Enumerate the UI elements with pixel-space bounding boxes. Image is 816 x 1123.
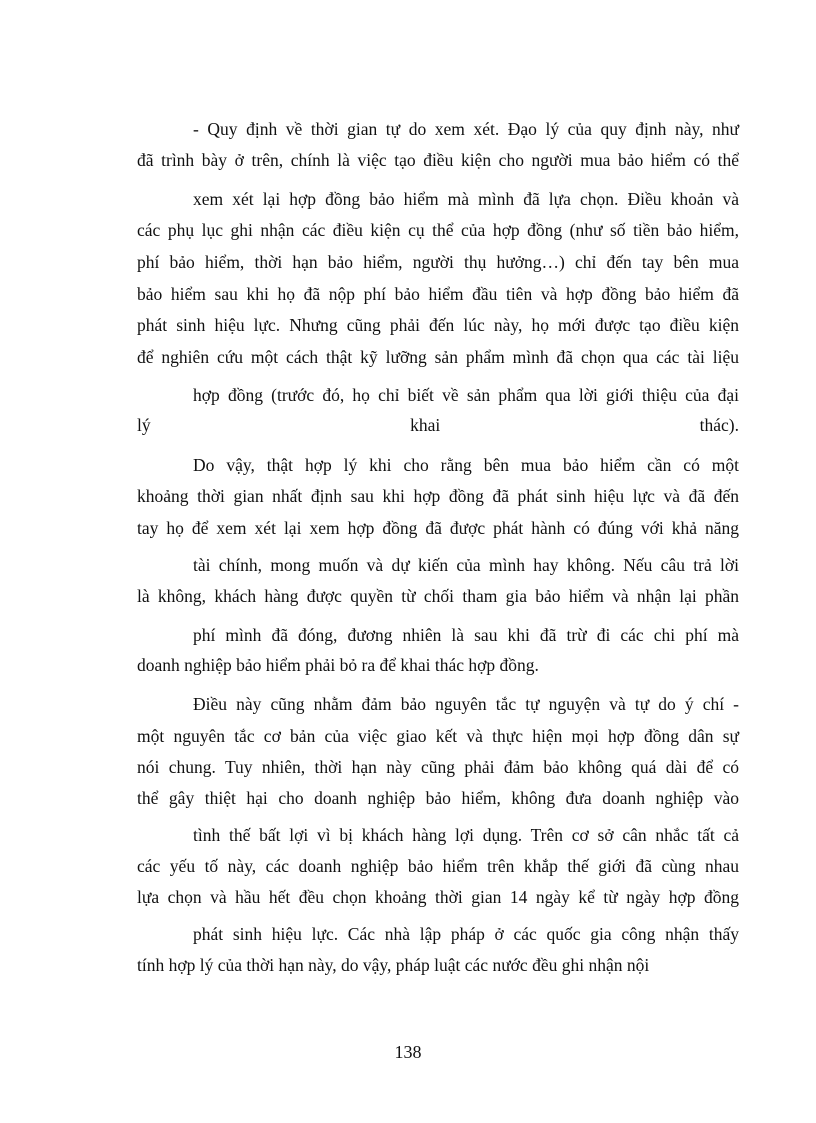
text-line: các yếu tố này, các doanh nghiệp bảo hiểm trên khắp thế giới đã cùng nhau <box>137 856 739 876</box>
text-line: doanh nghiệp bảo hiểm phải bỏ ra để khai thác hợp đồng. <box>137 655 539 675</box>
text-line: bảo hiểm sau khi họ đã nộp phí bảo hiểm đầu tiên và hợp đồng bảo hiểm đã <box>137 284 739 304</box>
text-line: tình thế bất lợi vì bị khách hàng lợi dụng. Trên cơ sở cân nhắc tất cả <box>193 825 739 845</box>
text-line: thể gây thiệt hại cho doanh nghiệp bảo hiểm, không đưa doanh nghiệp vào <box>137 788 739 808</box>
text-line: đã trình bày ở trên, chính là việc tạo điều kiện cho người mua bảo hiểm có thể <box>137 150 739 170</box>
text-line: xem xét lại hợp đồng bảo hiểm mà mình đã lựa chọn. Điều khoản và <box>193 189 739 209</box>
text-line: phí mình đã đóng, đương nhiên là sau khi đã trừ đi các chi phí mà <box>193 625 739 645</box>
text-line: - Quy định về thời gian tự do xem xét. Đạo lý của quy định này, như <box>193 119 739 139</box>
text-line: hợp đồng (trước đó, họ chỉ biết về sản phẩm qua lời giới thiệu của đại <box>193 385 739 405</box>
text-line: Do vậy, thật hợp lý khi cho rằng bên mua bảo hiểm cần có một <box>193 455 739 475</box>
text-line: tài chính, mong muốn và dự kiến của mình hay không. Nếu câu trả lời <box>193 555 739 575</box>
page-number: 138 <box>394 1042 422 1062</box>
text-line: tay họ để xem xét lại xem hợp đồng đã được phát hành có đúng với khả năng <box>137 518 739 538</box>
text-line: một nguyên tắc cơ bản của việc giao kết và thực hiện mọi hợp đồng dân sự <box>137 726 739 746</box>
text-line: nói chung. Tuy nhiên, thời hạn này cũng phải đảm bảo không quá dài để có <box>137 757 739 777</box>
text-line: lựa chọn và hầu hết đều chọn khoảng thời gian 14 ngày kể từ ngày hợp đồng <box>137 887 739 907</box>
text-line: lý khai thác). <box>137 415 739 435</box>
text-line: là không, khách hàng được quyền từ chối tham gia bảo hiểm và nhận lại phần <box>137 586 739 606</box>
text-line: phí bảo hiểm, thời hạn bảo hiểm, người thụ hưởng…) chỉ đến tay bên mua <box>137 252 739 272</box>
text-line: để nghiên cứu một cách thật kỹ lưỡng sản phẩm mình đã chọn qua các tài liệu <box>137 347 739 367</box>
text-line: Điều này cũng nhằm đảm bảo nguyên tắc tự nguyện và tự do ý chí - <box>193 694 739 714</box>
text-line: các phụ lục ghi nhận các điều kiện cụ thể của hợp đồng (như số tiền bảo hiểm, <box>137 220 739 240</box>
text-line: tính hợp lý của thời hạn này, do vậy, pháp luật các nước đều ghi nhận nội <box>137 955 650 975</box>
text-line: phát sinh hiệu lực. Nhưng cũng phải đến lúc này, họ mới được tạo điều kiện <box>137 315 739 335</box>
text-line: phát sinh hiệu lực. Các nhà lập pháp ở các quốc gia công nhận thấy <box>193 924 739 944</box>
text-line: khoảng thời gian nhất định sau khi hợp đồng đã phát sinh hiệu lực và đã đến <box>137 486 739 506</box>
